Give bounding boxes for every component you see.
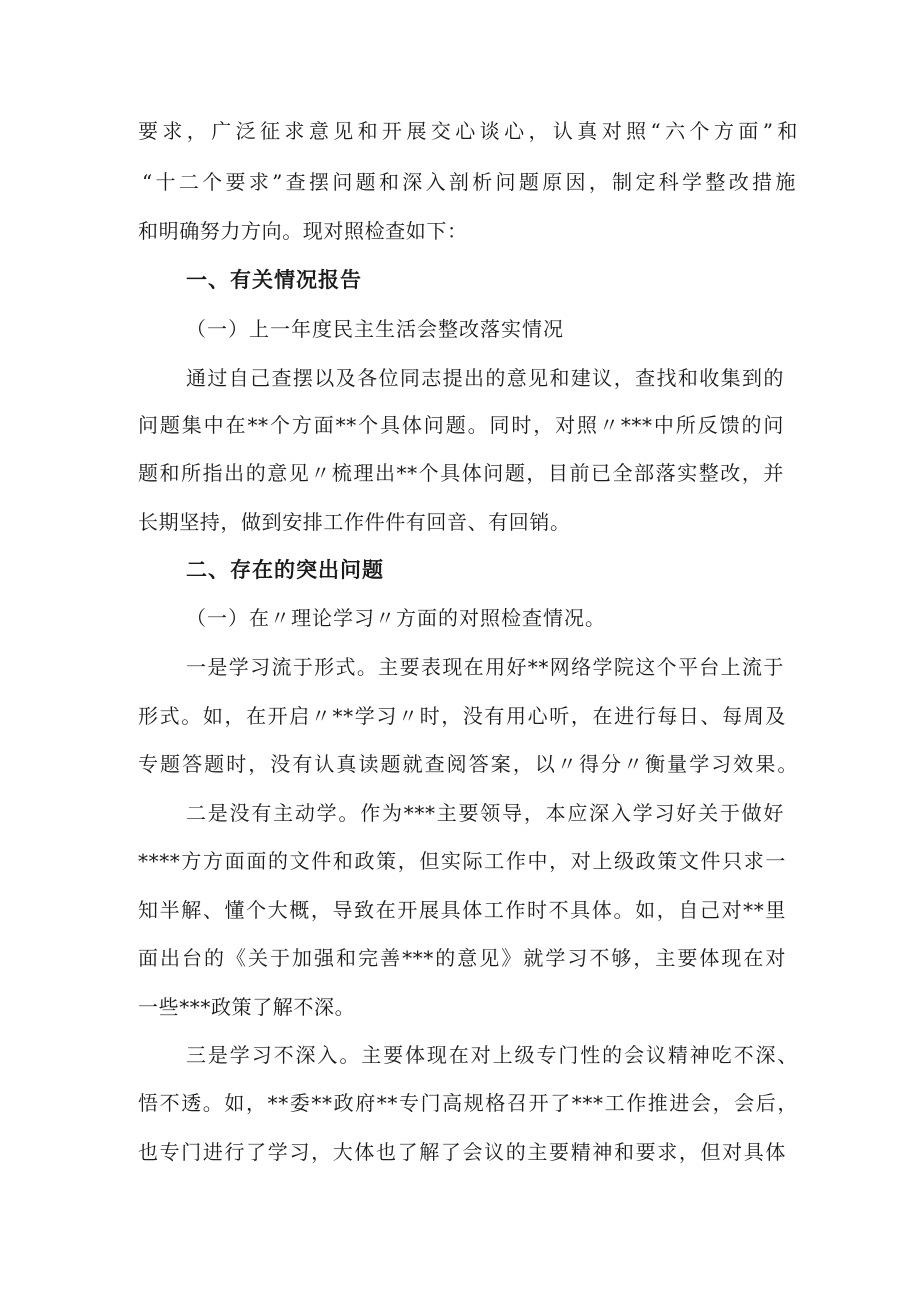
paragraph-line: 长期坚持，做到安排工作件件有回音、有回销。: [138, 510, 571, 534]
paragraph-line: ****方方面面的文件和政策，但实际工作中，对上级政策文件只求一: [138, 849, 786, 873]
paragraph-line: 和明确努力方向。现对照检查如下：: [138, 219, 468, 243]
subsection-heading: （一）在〃理论学习〃方面的对照检查情况。: [186, 606, 606, 630]
section-heading: 一、有关情况报告: [186, 268, 362, 292]
paragraph-line: 一些***政策了解不深。: [138, 995, 356, 1019]
paragraph-line: 要求，广泛征求意见和开展交心谈心，认真对照“六个方面”和: [138, 119, 798, 143]
paragraph-line: 面出台的《关于加强和完善***的意见》就学习不够，主要体现在对: [138, 946, 786, 970]
paragraph-line: “十二个要求”查摆问题和深入剖析问题原因，制定科学整改措施: [142, 170, 796, 194]
paragraph-line: 通过自己查摆以及各位同志提出的意见和建议，查找和收集到的: [186, 366, 784, 390]
paragraph-line: 问题集中在**个方面**个具体问题。同时，对照〃***中所反馈的问: [138, 413, 784, 437]
paragraph-line: 三是学习不深入。主要体现在对上级专门性的会议精神吃不深、: [186, 1043, 798, 1067]
paragraph-line: 悟不透。如，**委**政府**专门高规格召开了***工作推进会，会后，: [138, 1091, 798, 1115]
subsection-heading: （一）上一年度民主生活会整改落实情况: [186, 317, 564, 341]
paragraph-line: 知半解、懂个大概，导致在开展具体工作时不具体。如，自己对**里: [138, 898, 786, 922]
paragraph-line: 形式。如，在开启〃**学习〃时，没有用心听，在进行每日、每周及: [138, 704, 786, 728]
paragraph-line: 一是学习流于形式。主要表现在用好**网络学院这个平台上流于: [186, 655, 784, 679]
section-heading: 二、存在的突出问题: [186, 558, 384, 582]
paragraph-line: 也专门进行了学习，大体也了解了会议的主要精神和要求，但对具体: [138, 1140, 786, 1164]
paragraph-line: 题和所指出的意见〃梳理出**个具体问题，目前已全部落实整改，并: [138, 461, 784, 485]
paragraph-line: 专题答题时，没有认真读题就查阅答案，以〃得分〃衡量学习效果。: [138, 752, 798, 776]
paragraph-line: 二是没有主动学。作为***主要领导，本应深入学习好关于做好: [186, 801, 784, 825]
